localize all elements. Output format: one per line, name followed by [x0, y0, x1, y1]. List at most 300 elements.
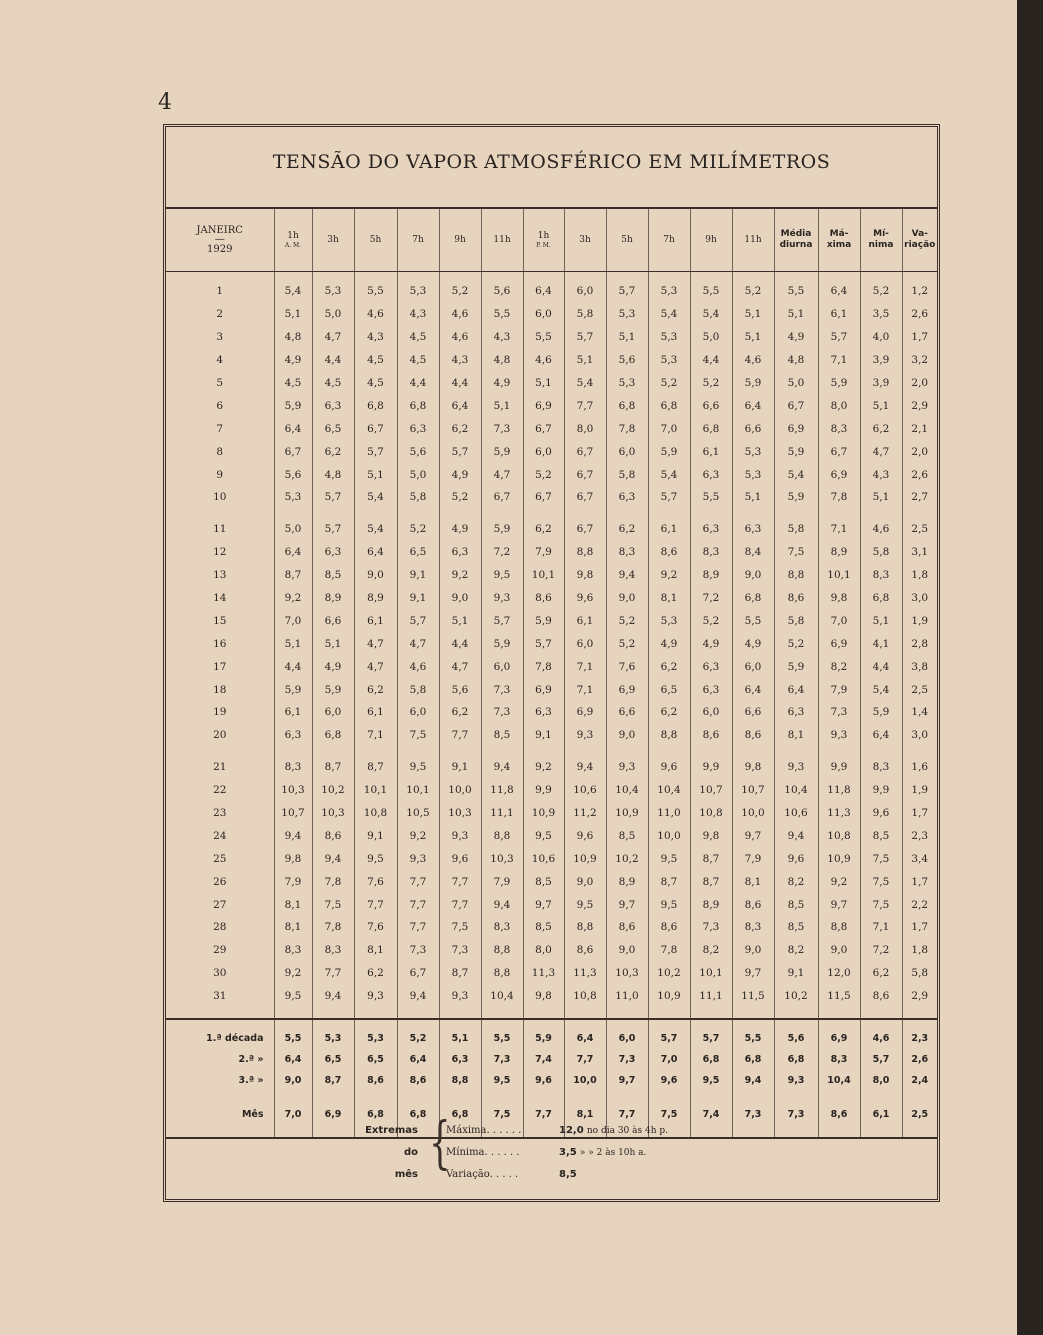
value-cell: 9,9	[860, 779, 902, 802]
table-row	[166, 326, 937, 349]
value-cell: 5,5	[690, 272, 732, 303]
value-cell: 6,7	[274, 440, 312, 463]
value-cell: 2,0	[902, 372, 937, 395]
table-row	[166, 916, 937, 939]
value-cell: 5,7	[439, 440, 481, 463]
value-cell: 10,4	[774, 779, 818, 802]
value-cell: 5,4	[860, 678, 902, 701]
value-cell: 6,1	[564, 609, 606, 632]
value-cell: 4,4	[274, 655, 312, 678]
value-cell: 7,7	[354, 893, 397, 916]
value-cell: 9,2	[439, 564, 481, 587]
value-cell: 7,5	[439, 916, 481, 939]
table-row	[166, 486, 937, 509]
value-cell: 6,8	[860, 587, 902, 610]
value-cell: 9,4	[274, 824, 312, 847]
value-cell: 9,1	[439, 747, 481, 779]
table-row	[166, 724, 937, 747]
value-cell: 5,9	[481, 440, 523, 463]
value-cell: 7,8	[818, 486, 860, 509]
value-cell: 6,9	[606, 678, 648, 701]
value-cell: 8,3	[860, 564, 902, 587]
value-cell: 9,5	[690, 1070, 732, 1091]
value-cell: 8,8	[439, 1070, 481, 1091]
value-cell: 11,0	[648, 802, 690, 825]
value-cell: 8,4	[732, 541, 774, 564]
value-cell: 4,9	[312, 655, 354, 678]
column-header	[902, 209, 937, 272]
extremes-label	[336, 1120, 418, 1186]
value-cell: 10,3	[439, 802, 481, 825]
value-cell: 9,3	[606, 747, 648, 779]
month-label: JANEIRC	[196, 225, 243, 236]
value-cell: 5,2	[690, 372, 732, 395]
value-cell: 9,3	[397, 847, 439, 870]
value-cell: 5,4	[774, 463, 818, 486]
value-cell: 7,1	[564, 655, 606, 678]
value-cell: 8,7	[354, 747, 397, 779]
day-cell: 8	[216, 445, 224, 458]
value-cell: 6,0	[481, 655, 523, 678]
column-label: 1h	[287, 231, 299, 241]
value-cell: 4,4	[397, 372, 439, 395]
value-cell: 8,3	[860, 747, 902, 779]
value-cell: 6,3	[690, 463, 732, 486]
extreme-key: Máxima. . . . . .	[446, 1125, 522, 1136]
value-cell: 8,5	[523, 870, 564, 893]
value-cell: 7,8	[312, 870, 354, 893]
value-cell: 5,8	[564, 303, 606, 326]
value-cell: 4,5	[354, 349, 397, 372]
value-cell: 4,6	[354, 303, 397, 326]
value-cell: 8,2	[818, 655, 860, 678]
value-cell: 10,9	[523, 802, 564, 825]
value-cell: 8,1	[732, 870, 774, 893]
value-cell: 5,2	[397, 509, 439, 541]
value-cell: 6,1	[274, 701, 312, 724]
value-cell: 8,6	[690, 724, 732, 747]
value-cell: 4,1	[860, 632, 902, 655]
value-cell: 8,3	[274, 747, 312, 779]
value-cell: 9,3	[439, 824, 481, 847]
value-cell: 4,9	[274, 349, 312, 372]
value-cell: 6,7	[774, 394, 818, 417]
value-cell: 6,1	[648, 509, 690, 541]
value-cell: 6,0	[397, 701, 439, 724]
value-cell: 3,4	[902, 847, 937, 870]
value-cell: 6,6	[312, 609, 354, 632]
value-cell: 6,9	[818, 1019, 860, 1049]
value-cell: 6,4	[523, 272, 564, 303]
value-cell: 6,7	[564, 486, 606, 509]
value-cell: 9,9	[690, 747, 732, 779]
value-cell: 8,3	[818, 417, 860, 440]
value-cell: 4,3	[354, 326, 397, 349]
value-cell: 8,1	[648, 587, 690, 610]
value-cell: 9,3	[564, 724, 606, 747]
day-cell: 15	[213, 614, 227, 627]
value-cell: 5,9	[481, 509, 523, 541]
day-cell: 11	[213, 523, 227, 536]
value-cell: 5,3	[648, 349, 690, 372]
value-cell: 4,9	[439, 509, 481, 541]
value-cell: 7,3	[606, 1049, 648, 1070]
binding-edge	[1017, 0, 1043, 1335]
value-cell: 6,6	[606, 701, 648, 724]
value-cell: 8,3	[606, 541, 648, 564]
table-row	[166, 394, 937, 417]
value-cell: 4,9	[439, 463, 481, 486]
value-cell: 9,6	[564, 824, 606, 847]
value-cell: 8,6	[397, 1070, 439, 1091]
value-cell: 6,7	[818, 440, 860, 463]
value-cell: 6,4	[818, 272, 860, 303]
value-cell: 10,9	[564, 847, 606, 870]
day-cell: 17	[213, 660, 227, 673]
value-cell: 11,5	[818, 985, 860, 1019]
value-cell: 10,8	[690, 802, 732, 825]
value-cell: 5,1	[732, 326, 774, 349]
value-cell: 6,7	[564, 509, 606, 541]
table-row	[166, 349, 937, 372]
table-row	[166, 609, 937, 632]
value-cell: 7,1	[818, 349, 860, 372]
table-row	[166, 655, 937, 678]
value-cell: 7,0	[274, 609, 312, 632]
table-row	[166, 678, 937, 701]
column-label: Má- xima	[826, 229, 852, 250]
value-cell: 8,5	[481, 724, 523, 747]
value-cell: 6,4	[732, 678, 774, 701]
value-cell: 7,5	[481, 1091, 523, 1138]
value-cell: 9,9	[818, 747, 860, 779]
value-cell: 8,3	[732, 916, 774, 939]
value-cell: 7,8	[523, 655, 564, 678]
value-cell: 8,6	[312, 824, 354, 847]
value-cell: 7,5	[648, 1091, 690, 1138]
value-cell: 4,3	[481, 326, 523, 349]
decade-label: 2.ª »	[238, 1053, 264, 1065]
value-cell: 9,2	[397, 824, 439, 847]
value-cell: 6,0	[732, 655, 774, 678]
brace-symbol: {	[429, 1111, 451, 1176]
value-cell: 6,8	[397, 394, 439, 417]
value-cell: 9,8	[523, 985, 564, 1019]
value-cell: 11,1	[690, 985, 732, 1019]
value-cell: 8,1	[354, 939, 397, 962]
value-cell: 5,0	[774, 372, 818, 395]
value-cell: 6,8	[312, 724, 354, 747]
value-cell: 5,6	[439, 678, 481, 701]
value-cell: 9,4	[774, 824, 818, 847]
column-header	[732, 209, 774, 272]
day-cell: 29	[213, 944, 227, 957]
value-cell: 9,0	[732, 939, 774, 962]
value-cell: 10,4	[648, 779, 690, 802]
value-cell: 10,1	[397, 779, 439, 802]
value-cell: 7,7	[564, 394, 606, 417]
value-cell: 5,7	[860, 1049, 902, 1070]
value-cell: 5,5	[354, 272, 397, 303]
value-cell: 9,0	[606, 724, 648, 747]
value-cell: 5,1	[732, 303, 774, 326]
value-cell: 11,1	[481, 802, 523, 825]
value-cell: 6,9	[312, 1091, 354, 1138]
value-cell: 8,6	[732, 724, 774, 747]
value-cell: 5,1	[732, 486, 774, 509]
value-cell: 5,9	[774, 440, 818, 463]
day-cell: 3	[216, 331, 224, 344]
value-cell: 4,9	[690, 632, 732, 655]
value-cell: 1,9	[902, 609, 937, 632]
value-cell: 9,3	[818, 724, 860, 747]
value-cell: 7,8	[648, 939, 690, 962]
value-cell: 5,5	[523, 326, 564, 349]
value-cell: 8,3	[312, 939, 354, 962]
value-cell: 10,3	[606, 962, 648, 985]
column-header	[774, 209, 818, 272]
value-cell: 1,2	[902, 272, 937, 303]
value-cell: 6,2	[312, 440, 354, 463]
value-cell: 5,3	[648, 609, 690, 632]
value-cell: 7,5	[860, 893, 902, 916]
value-cell: 9,2	[523, 747, 564, 779]
value-cell: 4,7	[397, 632, 439, 655]
value-cell: 1,8	[902, 939, 937, 962]
value-cell: 2,6	[902, 1049, 937, 1070]
column-header	[690, 209, 732, 272]
day-cell: 14	[213, 592, 227, 605]
value-cell: 10,2	[606, 847, 648, 870]
value-cell: 1,7	[902, 870, 937, 893]
value-cell: 6,7	[523, 417, 564, 440]
value-cell: 9,6	[523, 1070, 564, 1091]
day-cell: 7	[216, 422, 224, 435]
table-row	[166, 632, 937, 655]
value-cell: 6,0	[312, 701, 354, 724]
value-cell: 8,6	[354, 1070, 397, 1091]
table-row	[166, 747, 937, 779]
value-cell: 6,2	[439, 417, 481, 440]
value-cell: 5,7	[648, 1019, 690, 1049]
value-cell: 7,0	[648, 417, 690, 440]
value-cell: 8,7	[439, 962, 481, 985]
value-cell: 5,4	[648, 463, 690, 486]
value-cell: 5,2	[606, 632, 648, 655]
value-cell: 6,4	[274, 541, 312, 564]
value-cell: 5,7	[312, 509, 354, 541]
column-label: 7h	[663, 234, 675, 245]
value-cell: 11,2	[564, 802, 606, 825]
value-cell: 7,9	[481, 870, 523, 893]
value-cell: 8,1	[274, 916, 312, 939]
value-cell: 7,5	[774, 541, 818, 564]
daily-rows	[166, 272, 937, 1019]
value-cell: 6,3	[774, 701, 818, 724]
value-cell: 9,5	[523, 824, 564, 847]
value-cell: 6,4	[274, 1049, 312, 1070]
value-cell: 2,4	[902, 1070, 937, 1091]
value-cell: 6,8	[354, 394, 397, 417]
value-cell: 5,7	[690, 1019, 732, 1049]
value-cell: 8,8	[818, 916, 860, 939]
value-cell: 7,0	[818, 609, 860, 632]
value-cell: 5,9	[274, 394, 312, 417]
value-cell: 8,6	[732, 893, 774, 916]
value-cell: 7,7	[523, 1091, 564, 1138]
day-cell: 22	[213, 784, 227, 797]
value-cell: 9,4	[481, 747, 523, 779]
value-cell: 5,9	[818, 372, 860, 395]
decade-row	[166, 1070, 937, 1091]
value-cell: 6,6	[690, 394, 732, 417]
day-cell: 19	[213, 706, 227, 719]
value-cell: 5,8	[774, 509, 818, 541]
value-cell: 11,3	[818, 802, 860, 825]
value-cell: 6,3	[312, 541, 354, 564]
value-cell: 4,6	[860, 509, 902, 541]
value-cell: 5,0	[690, 326, 732, 349]
day-cell: 4	[216, 354, 224, 367]
value-cell: 10,1	[690, 962, 732, 985]
value-cell: 7,7	[439, 724, 481, 747]
day-cell: 25	[213, 852, 227, 865]
table-row	[166, 541, 937, 564]
decade-row	[166, 1019, 937, 1049]
value-cell: 9,5	[481, 564, 523, 587]
value-cell: 10,2	[312, 779, 354, 802]
value-cell: 6,8	[648, 394, 690, 417]
table-row	[166, 372, 937, 395]
value-cell: 9,4	[564, 747, 606, 779]
value-cell: 9,8	[690, 824, 732, 847]
value-cell: 6,1	[690, 440, 732, 463]
value-cell: 8,8	[564, 916, 606, 939]
extreme-value: 12,0	[559, 1125, 584, 1136]
value-cell: 5,9	[860, 701, 902, 724]
value-cell: 9,4	[732, 1070, 774, 1091]
value-cell: 6,8	[774, 1049, 818, 1070]
value-cell: 10,2	[648, 962, 690, 985]
value-cell: 3,0	[902, 724, 937, 747]
value-cell: 2,3	[902, 824, 937, 847]
table-row	[166, 440, 937, 463]
day-cell: 1	[216, 285, 224, 298]
value-cell: 4,6	[732, 349, 774, 372]
value-cell: 10,7	[274, 802, 312, 825]
value-cell: 10,1	[818, 564, 860, 587]
value-cell: 4,5	[397, 326, 439, 349]
value-cell: 4,5	[274, 372, 312, 395]
value-cell: 4,3	[397, 303, 439, 326]
value-cell: 6,2	[354, 962, 397, 985]
value-cell: 11,8	[818, 779, 860, 802]
value-cell: 4,6	[860, 1019, 902, 1049]
extreme-key: Variação. . . . .	[446, 1169, 519, 1180]
value-cell: 2,3	[902, 1019, 937, 1049]
column-header	[312, 209, 354, 272]
day-cell: 28	[213, 921, 227, 934]
value-cell: 8,2	[774, 870, 818, 893]
value-cell: 4,3	[439, 349, 481, 372]
day-cell: 9	[216, 468, 224, 481]
value-cell: 5,3	[312, 1019, 354, 1049]
value-cell: 10,4	[818, 1070, 860, 1091]
value-cell: 9,7	[732, 962, 774, 985]
table-row	[166, 303, 937, 326]
value-cell: 9,8	[732, 747, 774, 779]
value-cell: 6,2	[606, 509, 648, 541]
value-cell: 5,2	[860, 272, 902, 303]
column-header	[354, 209, 397, 272]
value-cell: 9,1	[397, 564, 439, 587]
value-cell: 6,7	[564, 440, 606, 463]
value-cell: 7,3	[481, 417, 523, 440]
value-cell: 8,0	[818, 394, 860, 417]
value-cell: 5,8	[774, 609, 818, 632]
value-cell: 10,4	[481, 985, 523, 1019]
value-cell: 11,0	[606, 985, 648, 1019]
value-cell: 4,7	[354, 655, 397, 678]
value-cell: 10,8	[564, 985, 606, 1019]
value-cell: 2,2	[902, 893, 937, 916]
header-row	[166, 209, 937, 272]
value-cell: 8,9	[312, 587, 354, 610]
value-cell: 9,2	[274, 587, 312, 610]
table-row	[166, 893, 937, 916]
value-cell: 8,3	[274, 939, 312, 962]
value-cell: 7,7	[439, 870, 481, 893]
value-cell: 5,1	[481, 394, 523, 417]
value-cell: 6,3	[690, 509, 732, 541]
column-header	[274, 209, 312, 272]
value-cell: 10,6	[564, 779, 606, 802]
value-cell: 5,5	[774, 272, 818, 303]
value-cell: 6,7	[354, 417, 397, 440]
value-cell: 9,4	[312, 847, 354, 870]
column-header	[818, 209, 860, 272]
value-cell: 10,0	[439, 779, 481, 802]
value-cell: 7,4	[690, 1091, 732, 1138]
value-cell: 5,6	[274, 463, 312, 486]
column-sublabel: A. M.	[284, 241, 302, 249]
value-cell: 6,7	[523, 486, 564, 509]
value-cell: 6,2	[860, 962, 902, 985]
value-cell: 5,7	[606, 272, 648, 303]
value-cell: 6,3	[439, 541, 481, 564]
value-cell: 4,7	[481, 463, 523, 486]
value-cell: 8,1	[564, 1091, 606, 1138]
extreme-row	[446, 1142, 668, 1164]
value-cell: 3,8	[902, 655, 937, 678]
day-cell: 20	[213, 729, 227, 742]
value-cell: 4,7	[860, 440, 902, 463]
value-cell: 9,6	[439, 847, 481, 870]
day-cell: 26	[213, 875, 227, 888]
value-cell: 6,0	[564, 632, 606, 655]
value-cell: 9,7	[523, 893, 564, 916]
value-cell: 9,2	[818, 870, 860, 893]
value-cell: 4,4	[860, 655, 902, 678]
value-cell: 8,6	[523, 587, 564, 610]
decade-label: 1.ª década	[166, 1019, 274, 1049]
value-cell: 7,3	[774, 1091, 818, 1138]
column-label: 5h	[369, 234, 382, 245]
month-extremes	[166, 1102, 937, 1202]
value-cell: 6,9	[818, 463, 860, 486]
table-row	[166, 824, 937, 847]
column-label: 9h	[454, 234, 466, 245]
